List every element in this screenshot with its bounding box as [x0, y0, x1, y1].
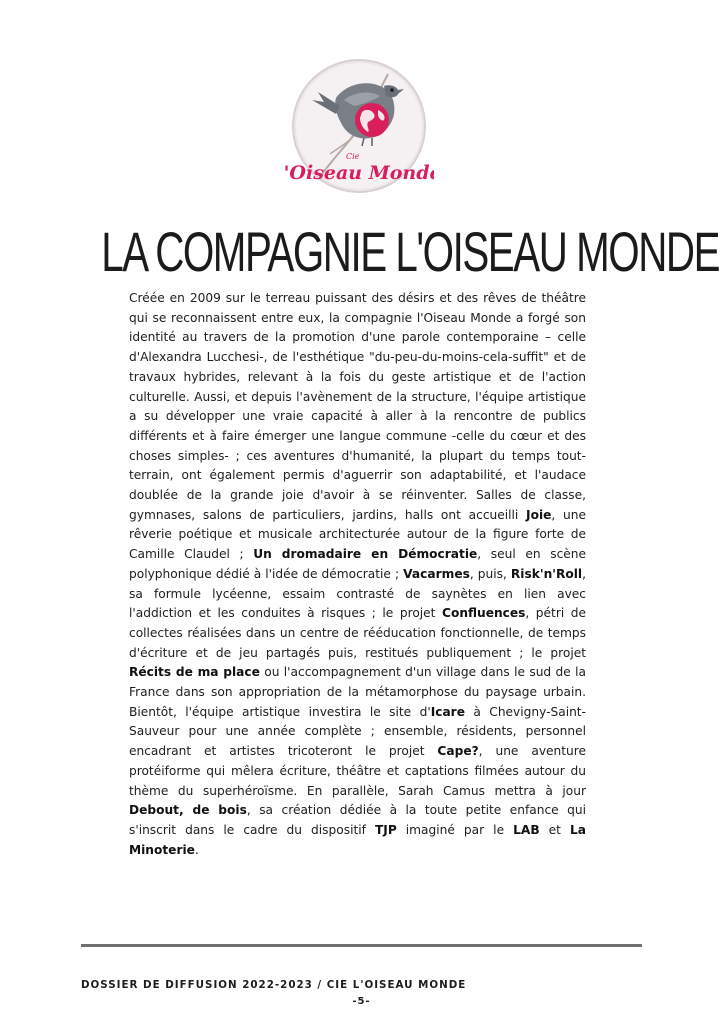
body-text-segment: , sa formule lycéenne, essaim contrasté de saynètes en lien avec l'addiction et les conduites à risques ; le projet — [129, 566, 586, 621]
footer-divider — [81, 944, 642, 947]
project-title-confluences: Confluences — [442, 606, 526, 621]
svg-text:Cie: Cie — [346, 152, 360, 161]
body-text-segment: Créée en 2009 sur le terreau puissant des désirs et des rêves de théâtre qui se reconnaissent entre eux, la compagnie l'Oiseau Monde a forgé son identité au travers de la promotion d'une parole contemporaine – celle d'Alexandra Lucchesi-, de l'esthétique "du-peu-du-moins-cela-suffit" et de travaux hybrides, relevant à la fois du geste artistique et de l'action culturelle. Aussi, et depuis l'avènement de la structure, l'équipe artistique a su développer une vraie capacité à aller à la rencontre de publics différents et à faire émerger une langue commune -celle du cœur et des choses simples- ; ces aventures d'humanité, la plupart du temps tout-terrain, ont également permis d'aguerrir son adaptabilité, et l'audace doublée de la grande joie d'avoir à se réinventer. Salles de classe, gymnases, salons de particuliers, jardins, halls ont accueilli — [129, 291, 586, 522]
place-icare: Icare — [430, 704, 465, 719]
body-text-segment: . — [194, 842, 199, 857]
project-title-joie: Joie — [526, 507, 552, 522]
page-title: LA COMPAGNIE L'OISEAU MONDE — [101, 220, 720, 283]
body-text-segment: et — [539, 822, 571, 837]
body-text-segment: imaginé par le — [396, 822, 514, 837]
project-title-risknroll: Risk'n'Roll — [510, 566, 583, 581]
body-text-segment: à Chevigny-Saint-Sauveur pour une année complète ; ensemble, résidents, personnel encadrant et artistes tricoteront le projet — [129, 704, 586, 759]
company-logo — [284, 56, 434, 206]
company-description — [129, 289, 586, 860]
project-title-cape: Cape? — [437, 744, 479, 759]
body-text-segment: , pétri de collectes réalisées dans un centre de rééducation fonctionnelle, de temps d'écriture et de jeu partagés puis, restitués publiquement ; le projet — [129, 606, 586, 660]
body-text-segment: , seul en scène polyphonique dédié à l'idée de démocratie ; — [129, 547, 586, 581]
project-title-vacarmes: Vacarmes — [403, 566, 470, 581]
project-title-recits: Récits de ma place — [129, 665, 260, 680]
partner-lab: LAB — [513, 822, 540, 837]
body-text-segment: ou l'accompagnement d'un village dans le sud de la France dans son appropriation de la métamorphose du paysage urbain. Bientôt, l'équipe artistique investira le site d' — [129, 665, 586, 719]
page-number: -5- — [352, 996, 371, 1007]
project-title-dromadaire: Un dromadaire en Démocratie — [253, 547, 478, 562]
program-tjp: TJP — [374, 822, 397, 837]
partner-minoterie: La Minoterie — [129, 822, 587, 857]
footer-label: DOSSIER DE DIFFUSION 2022-2023 / CIE L'OISEAU MONDE — [81, 979, 467, 991]
svg-text:l'Oiseau Monde: l'Oiseau Monde — [284, 162, 434, 184]
body-text-segment: , une rêverie poétique et musicale architecturée autour de la figure forte de Camille Claudel ; — [129, 507, 586, 562]
body-text-segment: , une aventure protéiforme qui mêlera écriture, théâtre et captations filmées autour du thème du superhéroïsme. En parallèle, Sarah Camus mettra à jour — [129, 744, 586, 798]
body-text-segment: , puis, — [469, 566, 511, 581]
body-text-segment: , sa création dédiée à la toute petite enfance qui s'inscrit dans le cadre du dispositif — [129, 803, 586, 837]
project-title-debout: Debout, de bois — [129, 803, 247, 818]
oiseau-monde-logo-icon — [284, 56, 434, 206]
